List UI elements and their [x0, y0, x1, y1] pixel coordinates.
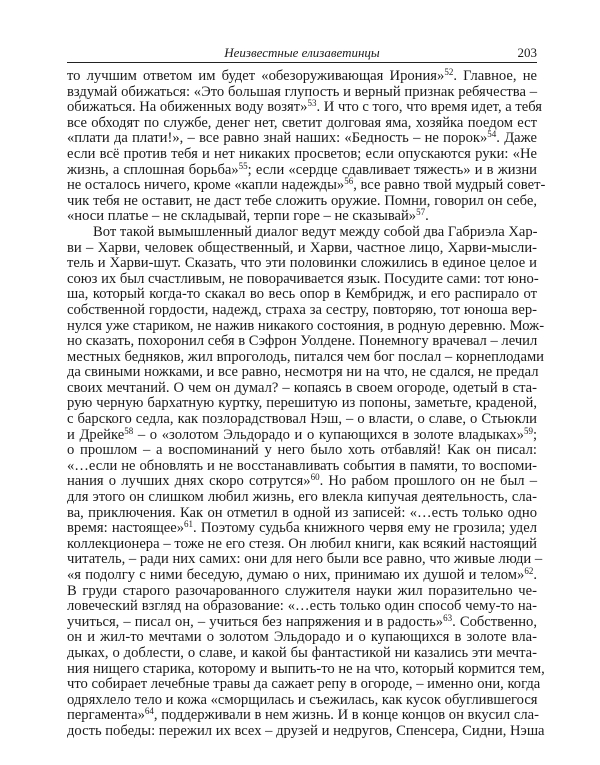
- text-segment: дыках, о доблести, о славе, и какой бы фантастикой ни казались эти мечта-: [67, 644, 537, 661]
- text-segment: союз их был счастливым, не поворачивается язык. Посудите сами: тот юно-: [67, 270, 539, 287]
- text-line: [67, 256, 537, 272]
- text-segment: ша, который когда-то скакал во весь опор в Кембридж, и его распирало от: [67, 286, 537, 303]
- text-segment: .: [425, 208, 429, 225]
- text-segment: «носи платье – не складывай, терпи горе – не сказывай»: [67, 208, 417, 225]
- text-segment: то лучшим ответом им будет «обезоруживающая Ирония»: [67, 68, 445, 84]
- text-segment: обижаться. На обиженных воду возят»: [67, 99, 308, 116]
- text-segment: тель и Харви-шут. Сказать, что эти половинки сложились в единое целое и: [67, 255, 537, 272]
- text-line: [67, 348, 544, 366]
- text-line: [67, 365, 537, 381]
- text-line: [67, 722, 545, 740]
- text-segment: рую черную бархатную куртку, перешитую из попоны, заметьте, краденой,: [67, 395, 537, 412]
- text-line: [67, 521, 537, 537]
- text-segment: своих мечтаний. О чем он думал? – копаясь в своем огороде, одетый в ста-: [67, 379, 537, 396]
- text-segment: – о «золотом Эльдорадо и о купающихся в золоте владыках»: [133, 426, 524, 443]
- footnote-ref: 52: [444, 67, 454, 77]
- text-segment: , все равно твой мудрый совет-: [353, 177, 546, 194]
- text-line: [67, 98, 543, 116]
- footnote-ref: 59: [523, 425, 533, 436]
- text-line: [67, 176, 546, 194]
- text-line: [67, 537, 537, 553]
- footnote-ref: 58: [124, 425, 134, 436]
- text-line: [67, 396, 537, 412]
- footnote-ref: 62: [524, 566, 534, 576]
- text-line: [67, 612, 537, 631]
- text-segment: не осталось ничего, кроме «капли надежды»: [67, 177, 345, 194]
- page-number: 203: [517, 45, 537, 60]
- footnote-ref: 55: [238, 160, 248, 171]
- footnote-ref: 56: [344, 176, 354, 187]
- text-line: [67, 160, 537, 179]
- running-title: Неизвестные елизаветинцы: [224, 45, 380, 60]
- text-line: [67, 490, 537, 506]
- footnote-ref: 63: [443, 612, 453, 623]
- text-line: [67, 272, 537, 288]
- text-line: [67, 568, 537, 584]
- text-line: [67, 443, 537, 459]
- text-segment: . Поэтому судьба книжного червя ему не грозила; удел: [193, 520, 537, 537]
- text-line: [67, 646, 537, 662]
- text-segment: ния нищего старика, которому и выпить-то не на что, который кормится тем,: [67, 660, 545, 677]
- text-segment: собственной гордости, надежд, страха за сестру, повторяю, тот юноша вер-: [67, 301, 537, 318]
- text-segment: нания о лучших днях скоро сотрутся»: [67, 473, 311, 490]
- text-line: [67, 303, 537, 319]
- text-segment: чик тебя не оставит, не даст тебе сложить оружие. Помни, говорил он себе,: [67, 192, 537, 209]
- text-segment: . Главное, не: [453, 68, 537, 84]
- text-segment: одряхлело тело и кожа «сморщилась и съежилась, как кусок обуглившегося: [67, 691, 538, 708]
- footnote-ref: 53: [307, 98, 317, 109]
- text-line: [67, 69, 537, 85]
- text-segment: пергамента»: [67, 707, 145, 724]
- text-segment: .: [533, 567, 537, 583]
- text-line: [67, 225, 537, 241]
- text-segment: ; если «сердце сдавливает тяжесть» и в жизни: [247, 161, 537, 178]
- text-segment: он и жил-то мечтами о золотом Эльдорадо и о купающихся в золоте вла-: [67, 629, 537, 646]
- text-segment: коллекционера – тоже не его стезя. Он любил книги, как всякий настоящий: [67, 535, 537, 552]
- text-segment: местных бедняков, жил впроголодь, питался чем бог послал – корнеплодами: [67, 348, 544, 365]
- footnote-ref: 60: [310, 472, 320, 483]
- text-segment: но сказать, похоронил себя в Сэфрон Уолдене. Понемногу врачевал – лечил: [67, 333, 538, 350]
- text-segment: все обходят по службе, денег нет, светит долговая яма, хозяйка поедом ест: [67, 114, 537, 131]
- text-segment: ;: [532, 426, 537, 443]
- text-line: [67, 241, 537, 257]
- text-segment: дость победы: пережил их всех – друзей и недругов, Спенсера, Сидни, Нэша: [67, 722, 545, 739]
- text-line: [67, 660, 545, 678]
- text-line: [67, 506, 537, 522]
- text-line: [67, 599, 537, 615]
- footnote-ref: 64: [144, 706, 154, 717]
- text-line: [67, 425, 537, 444]
- text-segment: с барского седла, как позлорадствовал Нэш, – о власти, о славе, о Стьюкли: [67, 411, 537, 428]
- text-segment: время: настоящее»: [67, 520, 185, 537]
- text-segment: о прошлом – а воспоминаний у него было хоть отбавляй! Как он писал:: [67, 442, 537, 459]
- text-line: [67, 194, 537, 210]
- text-segment: для этого он слишком любил жизнь, его влекла кипучая деятельность, сла-: [67, 489, 537, 506]
- text-line: [67, 708, 537, 724]
- text-segment: нулся уже стариком, не нажив никакого состояния, в родную деревню. Мож-: [67, 317, 545, 334]
- text-line: [67, 85, 537, 101]
- text-segment: учиться, – писал он, – учиться без напряжения и в радость»: [67, 613, 444, 630]
- text-line: [67, 287, 537, 303]
- header-rule: [67, 62, 537, 63]
- text-segment: если всё против тебя и нет никаких просветов; если опускаются руки: «Не: [67, 145, 537, 162]
- text-segment: . Собственно,: [452, 613, 537, 630]
- text-segment: «я подолгу с ними беседую, думаю о них, принимаю их душой и телом»: [67, 567, 525, 583]
- running-header: [67, 43, 537, 61]
- text-line: [67, 334, 537, 350]
- footnote-ref: 54: [487, 129, 497, 140]
- text-line: [67, 584, 537, 600]
- text-segment: ва, приключения. Как он отметил в одной из записей: «…есть только одно: [67, 504, 537, 521]
- text-segment: . Но рабом прошлого он не был –: [319, 473, 538, 490]
- text-line: [67, 630, 537, 646]
- text-segment: «…если не обновлять и не восстанавливать события в памяти, то воспоми-: [67, 457, 537, 474]
- text-line: [67, 209, 537, 225]
- text-segment: и Дрейке: [67, 426, 125, 443]
- text-segment: В груди старого разочарованного служителя науки жил поразительно че-: [67, 582, 537, 599]
- text-segment: «плати да плати!», – все равно знай наших: «Бедность – не порок»: [67, 130, 488, 147]
- text-line: [67, 131, 537, 147]
- text-segment: , поддерживали в нем жизнь. И в конце концов он вкусил сла-: [153, 707, 539, 724]
- text-line: [67, 147, 537, 163]
- text-segment: ви – Харви, человек общественный, и Харви, частное лицо, Харви-мысли-: [67, 239, 537, 256]
- text-line: [67, 474, 537, 490]
- text-segment: . И что с того, что время идет, а тебя: [316, 99, 543, 116]
- text-segment: жизнь, а сплошная борьба»: [67, 161, 239, 178]
- text-segment: ловеческий взгляд на образование: «…есть только один способ чему-то на-: [67, 598, 537, 615]
- footnote-ref: 57: [416, 207, 426, 218]
- text-line: [67, 412, 537, 428]
- text-segment: читатель, – ради них самих: они для него были все равно, что живые люди –: [67, 551, 543, 568]
- text-segment: что собирает лечебные травы да сажает репу в огороде, – именно они, когда: [67, 676, 541, 693]
- text-line: [67, 693, 537, 709]
- text-segment: да свиными ножками, и все равно, несмотря ни на что, не сдался, не предал: [67, 364, 539, 381]
- text-line: [67, 551, 543, 568]
- text-segment: . Даже: [496, 130, 537, 147]
- text-segment: Вот такой вымышленный диалог ведут между собой два Габриэла Хар-: [93, 223, 538, 240]
- text-line: [67, 381, 537, 397]
- text-segment: вздумай обижаться: «Это большая глупость и верный признак ребячества –: [67, 83, 537, 100]
- footnote-ref: 61: [184, 519, 194, 530]
- text-line: [67, 317, 545, 335]
- page-body: [67, 67, 546, 740]
- text-line: [67, 676, 541, 693]
